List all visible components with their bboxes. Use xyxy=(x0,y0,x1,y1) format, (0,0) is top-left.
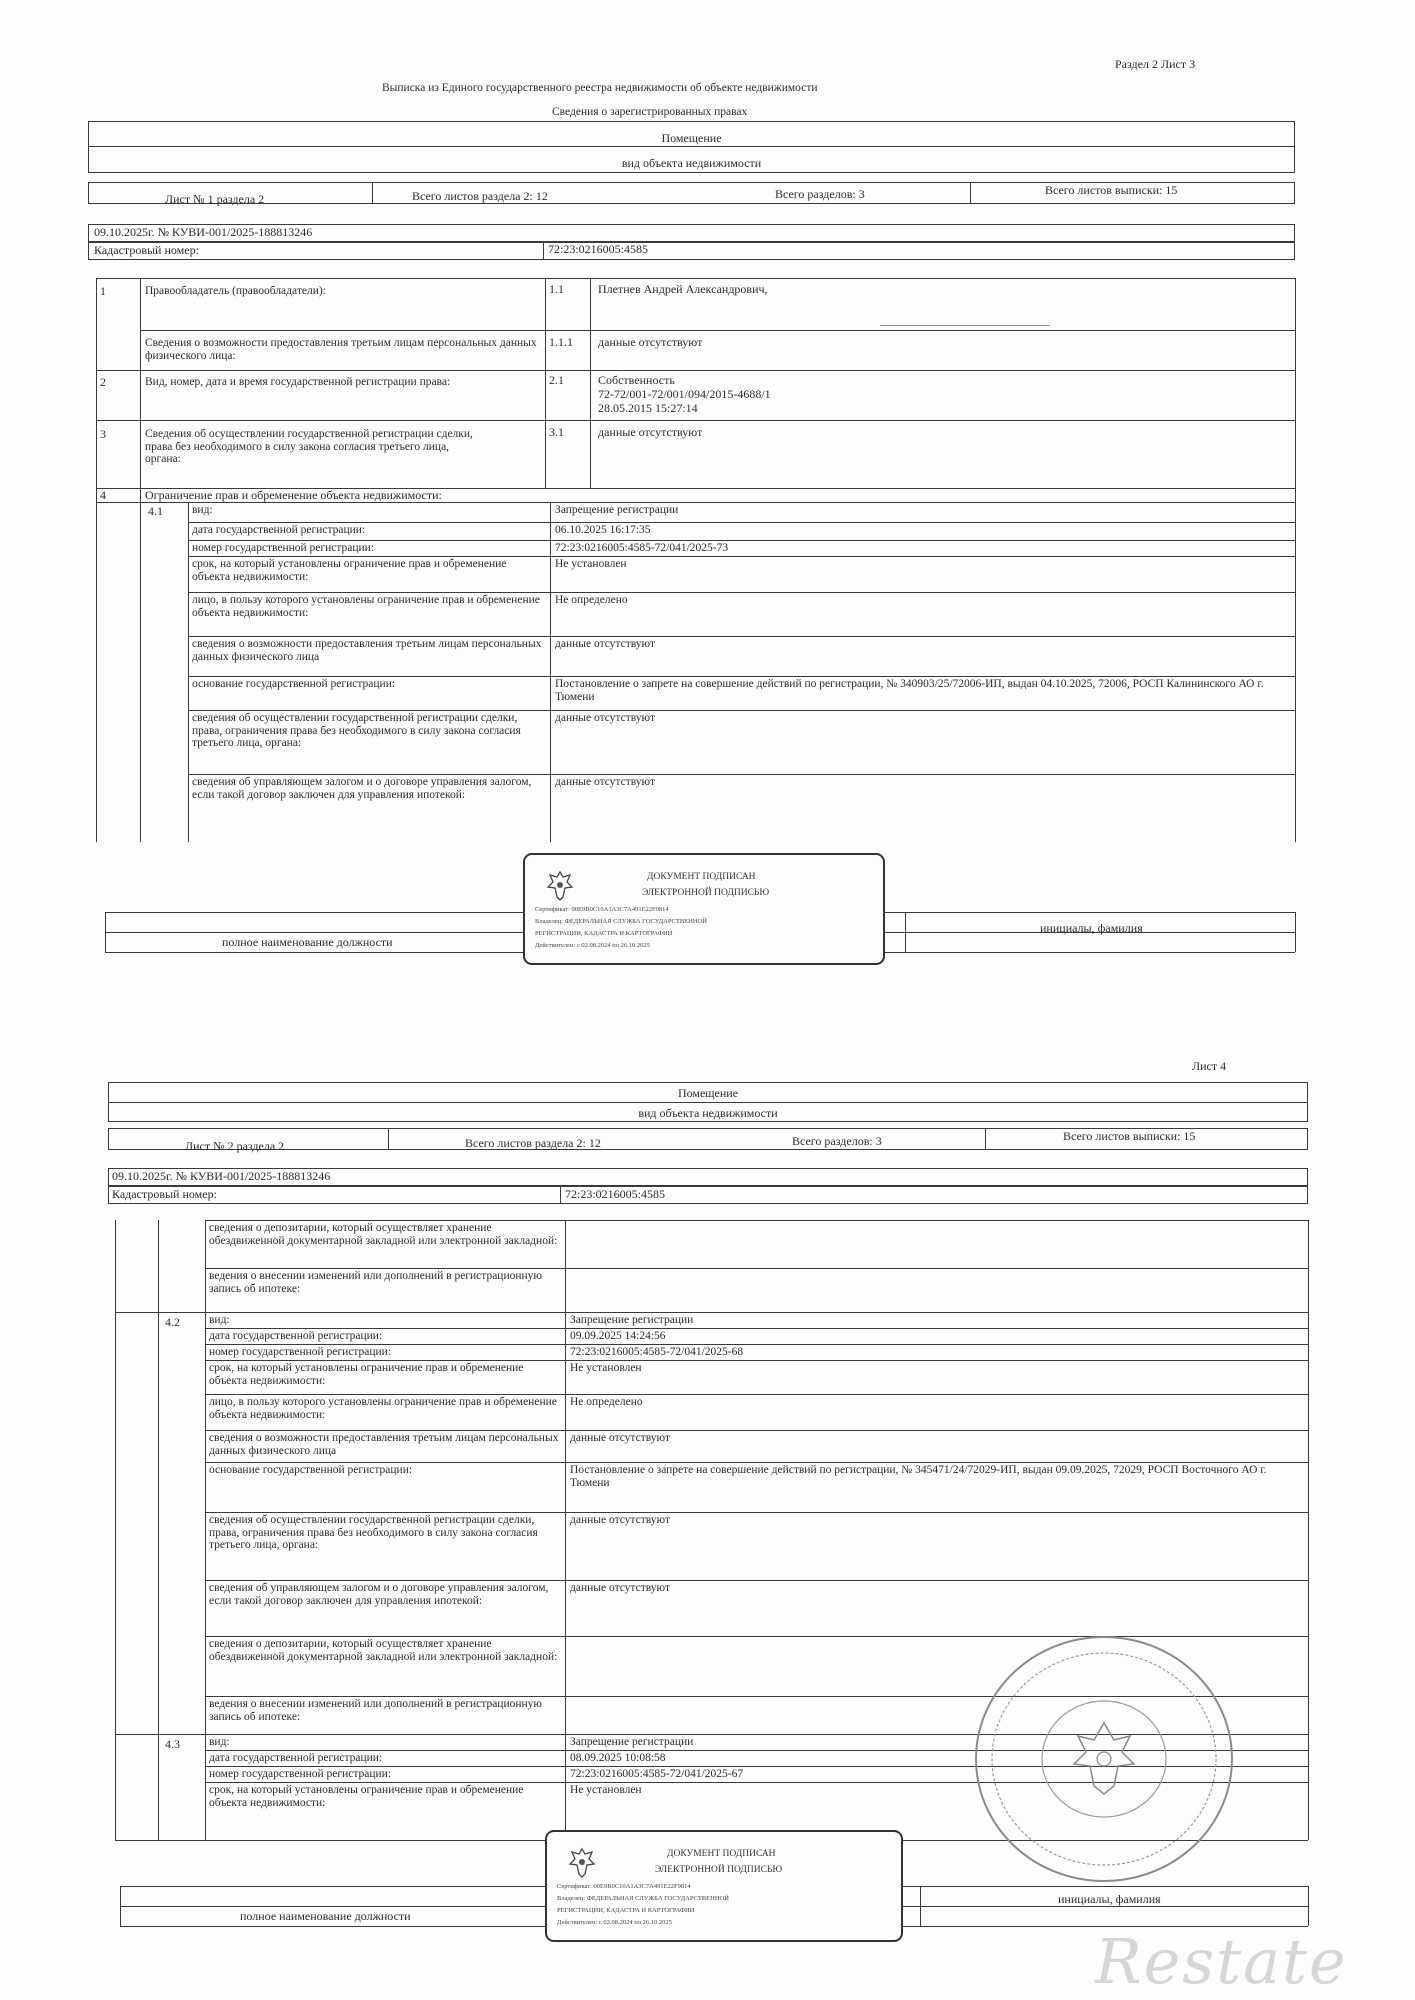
encumbrance-label: Ограничение прав и обременение объекта недвижимости: xyxy=(145,488,442,502)
sheets-in-section: Всего листов раздела 2: 12 xyxy=(412,189,548,203)
row-value: Запрещение регистрации xyxy=(555,504,679,516)
row-label: сведения об управляющем залогом и о договоре управления залогом, если такой договор заключен для управления ипотекой: xyxy=(192,776,532,801)
row-label: сведения об управляющем залогом и о договоре управления залогом, если такой договор заключен для управления ипотекой: xyxy=(209,1582,549,1607)
row-label: сведения об осуществлении государственной регистрации сделки, права, ограничения права без необходимого в силу закона согласия третьего лица, органа: xyxy=(209,1514,538,1551)
cadastral-value-2: 72:23:0216005:4585 xyxy=(565,1187,666,1201)
right-number: 72-72/001-72/001/094/2015-4688/1 xyxy=(598,387,771,401)
object-type-2: Помещение xyxy=(677,1086,739,1100)
footer-position: полное наименование должности xyxy=(222,935,393,949)
stamp-line-2: ЭЛЕКТРОННОЙ ПОДПИСЬЮ xyxy=(642,888,770,898)
row-value: Не установлен xyxy=(555,558,627,570)
e-signature-stamp-2 xyxy=(545,1830,903,1942)
row-label: ведения о внесении изменений или дополнений в регистрационную запись об ипотеке: xyxy=(209,1698,543,1723)
stamp-valid: Действителен: с 02.08.2024 по 26.10.2025 xyxy=(535,942,650,949)
footer-position-2: полное наименование должности xyxy=(240,1909,411,1923)
row-label: основание государственной регистрации: xyxy=(192,678,396,690)
row-label: сведения об осуществлении государственной регистрации сделки, права, ограничения права без необходимого в силу закона согласия третьего лица, органа: xyxy=(192,712,521,749)
row-1-1-1-number: 1.1.1 xyxy=(549,335,573,349)
row-label: срок, на который установлены ограничение прав и обременение объекта недвижимости: xyxy=(192,558,507,583)
owner-value: Плетнев Андрей Александрович, xyxy=(598,282,768,296)
row-label: номер государственной регистрации: xyxy=(209,1768,392,1780)
row-label: основание государственной регистрации: xyxy=(209,1464,413,1476)
sheets-total: Всего листов выписки: 15 xyxy=(1045,183,1178,197)
row-label: дата государственной регистрации: xyxy=(192,524,366,536)
row-label: сведения о депозитарии, который осуществляет хранение обездвиженной документарной закладной или электронной закладной: xyxy=(209,1638,558,1663)
row-value: 72:23:0216005:4585-72/041/2025-67 xyxy=(570,1768,744,1780)
right-type: Собственность xyxy=(598,373,675,387)
row-4-1-number: 4.1 xyxy=(148,504,163,518)
document-subtitle: Сведения о зарегистрированных правах xyxy=(552,106,748,118)
object-caption-2: вид объекта недвижимости xyxy=(638,1106,778,1120)
restate-watermark: Restate xyxy=(1095,1925,1348,1998)
row-value: 72:23:0216005:4585-72/041/2025-68 xyxy=(570,1346,744,1358)
row-label: ведения о внесении изменений или дополнений в регистрационную запись об ипотеке: xyxy=(209,1270,543,1295)
row-label: дата государственной регистрации: xyxy=(209,1330,383,1342)
row-label: номер государственной регистрации: xyxy=(192,542,375,554)
sections-total-2: Всего разделов: 3 xyxy=(792,1134,882,1148)
sheets-total-2: Всего листов выписки: 15 xyxy=(1063,1129,1196,1143)
cadastral-label: Кадастровый номер: xyxy=(94,243,199,257)
row-4-3-number: 4.3 xyxy=(165,1737,180,1751)
stamp-owner-1: Владелец: ФЕДЕРАЛЬНАЯ СЛУЖБА ГОСУДАРСТВЕННОЙ xyxy=(535,918,707,925)
row-value: данные отсутствуют xyxy=(555,776,655,788)
emblem-icon-2 xyxy=(567,1846,597,1880)
stamp-2-owner-1: Владелец: ФЕДЕРАЛЬНАЯ СЛУЖБА ГОСУДАРСТВЕННОЙ xyxy=(557,1895,729,1902)
stamp-2-valid: Действителен: с 02.08.2024 по 26.10.2025 xyxy=(557,1919,672,1926)
sheet-number: Лист № 1 раздела 2 xyxy=(165,192,265,206)
deal-registration-value: данные отсутствуют xyxy=(598,425,703,439)
stamp-cert: Сертификат: 00E9B0C10A1A3C7A491E22F9814 xyxy=(535,906,669,913)
owner-pd-label: Сведения о возможности предоставления третьим лицам персональных данных физического лица: xyxy=(145,337,537,362)
emblem-icon xyxy=(545,869,575,903)
owner-pd-value: данные отсутствуют xyxy=(598,335,703,349)
object-caption: вид объекта недвижимости xyxy=(621,156,762,170)
deal-registration-label: Сведения об осуществлении государственной регистрации сделки, права без необходимого в силу закона согласия третьего лица, органа: xyxy=(145,428,473,465)
document-title: Выписка из Единого государственного реестра недвижимости об объекте недвижимости xyxy=(382,82,818,94)
row-value: 08.09.2025 10:08:58 xyxy=(570,1752,666,1764)
e-signature-stamp xyxy=(523,853,885,965)
row-value: данные отсутствуют xyxy=(555,638,655,650)
doc-ref-2: 09.10.2025г. № КУВИ-001/2025-188813246 xyxy=(112,1169,331,1183)
row-value: Запрещение регистрации xyxy=(570,1314,694,1326)
row-2-1-number: 2.1 xyxy=(549,373,564,387)
owner-label: Правообладатель (правообладатели): xyxy=(145,285,326,297)
cadastral-row xyxy=(88,242,1295,260)
row-label: сведения о депозитарии, который осуществляет хранение обездвиженной документарной закладной или электронной закладной: xyxy=(209,1222,558,1247)
row-label: вид: xyxy=(192,504,213,516)
row-value: 06.10.2025 16:17:35 xyxy=(555,524,651,536)
row-1-1-number: 1.1 xyxy=(549,282,564,296)
cadastral-label-2: Кадастровый номер: xyxy=(112,1187,217,1201)
row-label: срок, на который установлены ограничение прав и обременение объекта недвижимости: xyxy=(209,1784,524,1809)
page-2-corner: Лист 4 xyxy=(1192,1059,1227,1073)
stamp-owner-2: РЕГИСТРАЦИИ, КАДАСТРА И КАРТОГРАФИИ xyxy=(535,930,673,937)
row-4-number: 4 xyxy=(100,488,106,502)
stamp-line-1: ДОКУМЕНТ ПОДПИСАН xyxy=(647,872,756,882)
right-date: 28.05.2015 15:27:14 xyxy=(598,401,698,415)
right-registration-label: Вид, номер, дата и время государственной регистрации права: xyxy=(145,376,451,388)
row-value: данные отсутствуют xyxy=(570,1432,670,1444)
row-label: срок, на который установлены ограничение прав и обременение объекта недвижимости: xyxy=(209,1362,524,1387)
row-label: лицо, в пользу которого установлены ограничение прав и обременение объекта недвижимости: xyxy=(209,1396,557,1421)
object-type: Помещение xyxy=(661,131,722,145)
sheet-number-2: Лист № 2 раздела 2 xyxy=(185,1139,285,1153)
row-value: Постановление о запрете на совершение действий по регистрации, № 345471/24/72029-ИП, выдан 09.09.2025, 72029, РОСП Восточного АО г. Тюмени xyxy=(570,1464,1267,1489)
row-value: 09.09.2025 14:24:56 xyxy=(570,1330,666,1342)
stamp-2-owner-2: РЕГИСТРАЦИИ, КАДАСТРА И КАРТОГРАФИИ xyxy=(557,1907,695,1914)
row-value: данные отсутствуют xyxy=(555,712,655,724)
row-value: данные отсутствуют xyxy=(570,1514,670,1526)
sheets-in-section-2: Всего листов раздела 2: 12 xyxy=(465,1136,601,1150)
row-value: Запрещение регистрации xyxy=(570,1736,694,1748)
row-3-1-number: 3.1 xyxy=(549,425,564,439)
row-label: номер государственной регистрации: xyxy=(209,1346,392,1358)
row-value: Не установлен xyxy=(570,1784,642,1796)
row-3-number: 3 xyxy=(100,427,106,441)
row-4-2-number: 4.2 xyxy=(165,1315,180,1329)
row-label: дата государственной регистрации: xyxy=(209,1752,383,1764)
row-value: Постановление о запрете на совершение действий по регистрации, № 340903/25/72006-ИП, выдан 04.10.2025, 72006, РОСП Калининского АО г. Тюмени xyxy=(555,678,1264,703)
row-value: данные отсутствуют xyxy=(570,1582,670,1594)
row-label: сведения о возможности предоставления третьим лицам персональных данных физического лица xyxy=(192,638,542,663)
row-label: лицо, в пользу которого установлены ограничение прав и обременение объекта недвижимости: xyxy=(192,594,540,619)
stamp-2-line-1: ДОКУМЕНТ ПОДПИСАН xyxy=(667,1849,776,1859)
doc-ref: 09.10.2025г. № КУВИ-001/2025-188813246 xyxy=(94,225,313,239)
footer-name: инициалы, фамилия xyxy=(1040,921,1143,935)
cadastral-value: 72:23:0216005:4585 xyxy=(548,242,649,256)
row-2-number: 2 xyxy=(100,375,106,389)
round-seal-icon xyxy=(968,1628,1240,1890)
row-label: вид: xyxy=(209,1314,230,1326)
sections-total: Всего разделов: 3 xyxy=(775,187,865,201)
row-label: вид: xyxy=(209,1736,230,1748)
row-value: Не определено xyxy=(570,1396,643,1408)
cadastral-row-2 xyxy=(108,1186,1308,1204)
stamp-2-line-2: ЭЛЕКТРОННОЙ ПОДПИСЬЮ xyxy=(655,1865,783,1875)
row-label: сведения о возможности предоставления третьим лицам персональных данных физического лица xyxy=(209,1432,559,1457)
row-value: 72:23:0216005:4585-72/041/2025-73 xyxy=(555,542,729,554)
footer-name-2: инициалы, фамилия xyxy=(1058,1892,1161,1906)
row-1-number: 1 xyxy=(100,284,106,298)
row-value: Не определено xyxy=(555,594,628,606)
row-value: Не установлен xyxy=(570,1362,642,1374)
stamp-2-cert: Сертификат: 00E9B0C10A1A3C7A491E22F9814 xyxy=(557,1883,691,1890)
page-corner: Раздел 2 Лист 3 xyxy=(1115,57,1196,71)
